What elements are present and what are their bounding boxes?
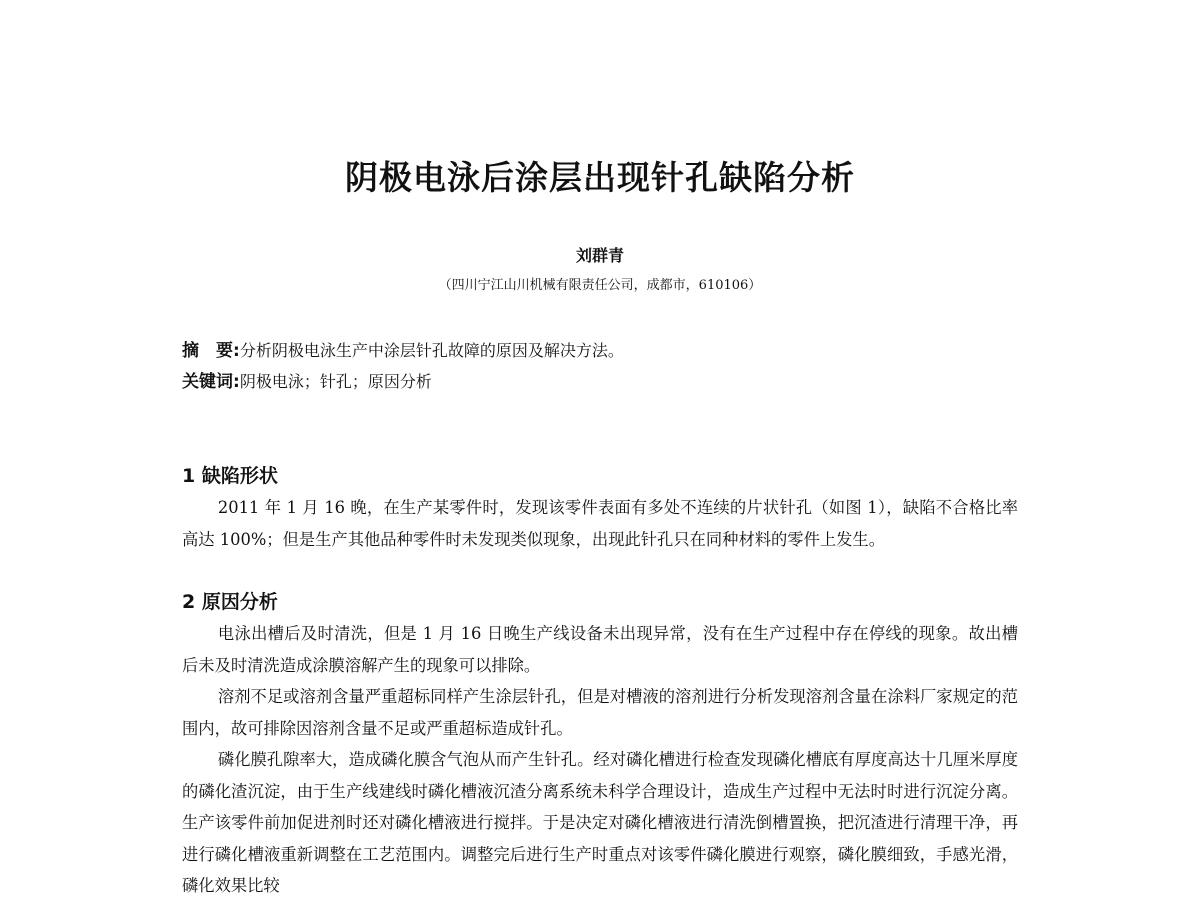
author-affiliation: （四川宁江山川机械有限责任公司，成都市，610106） [438, 278, 762, 293]
body-paragraph: 电泳出槽后及时清洗，但是 1 月 16 日晚生产线设备未出现异常，没有在生产过程中存在停线的现象。故出槽后未及时清洗造成涂膜溶解产生的现象可以排除。 [182, 624, 1018, 675]
section-heading-cause-analysis: 2 原因分析 [182, 591, 278, 613]
section-heading-defect-shape: 1 缺陷形状 [182, 465, 278, 487]
body-paragraph: 2011 年 1 月 16 晚，在生产某零件时，发现该零件表面有多处不连续的片状针孔（如图 1），缺陷不合格比率高达 100%；但是生产其他品种零件时未发现类似现象，出现此针孔只在同种材料的零件上发生。 [182, 498, 1018, 549]
abstract-label: 摘 要: [182, 341, 240, 361]
keywords-label: 关键词: [182, 372, 240, 392]
body-paragraph: 磷化膜孔隙率大，造成磷化膜含气泡从而产生针孔。经对磷化槽进行检查发现磷化槽底有厚度高达十几厘米厚度的磷化渣沉淀，由于生产线建线时磷化槽液沉渣分离系统未科学合理设计，造成生产过程中无法时时进行沉淀分离。生产该零件前加促进剂时还对磷化槽液进行搅拌。于是决定对磷化槽液进行清洗倒槽置换，把沉渣进行清理干净，再进行磷化槽液重新调整在工艺范围内。调整完后进行生产时重点对该零件磷化膜进行观察，磷化膜细致，手感光滑，磷化效果比较 [182, 750, 1018, 896]
keywords [182, 369, 1032, 395]
author-name: 刘群青 [575, 246, 624, 265]
abstract [182, 338, 1032, 364]
paper-title: 阴极电泳后涂层出现针孔缺陷分析 [345, 158, 855, 197]
keywords-text: 阴极电泳；针孔；原因分析 [239, 372, 432, 391]
body-paragraph: 溶剂不足或溶剂含量严重超标同样产生涂层针孔，但是对槽液的溶剂进行分析发现溶剂含量在涂料厂家规定的范围内，故可排除因溶剂含量不足或严重超标造成针孔。 [182, 687, 1018, 738]
abstract-text: 分析阴极电泳生产中涂层针孔故障的原因及解决方法。 [239, 341, 624, 360]
